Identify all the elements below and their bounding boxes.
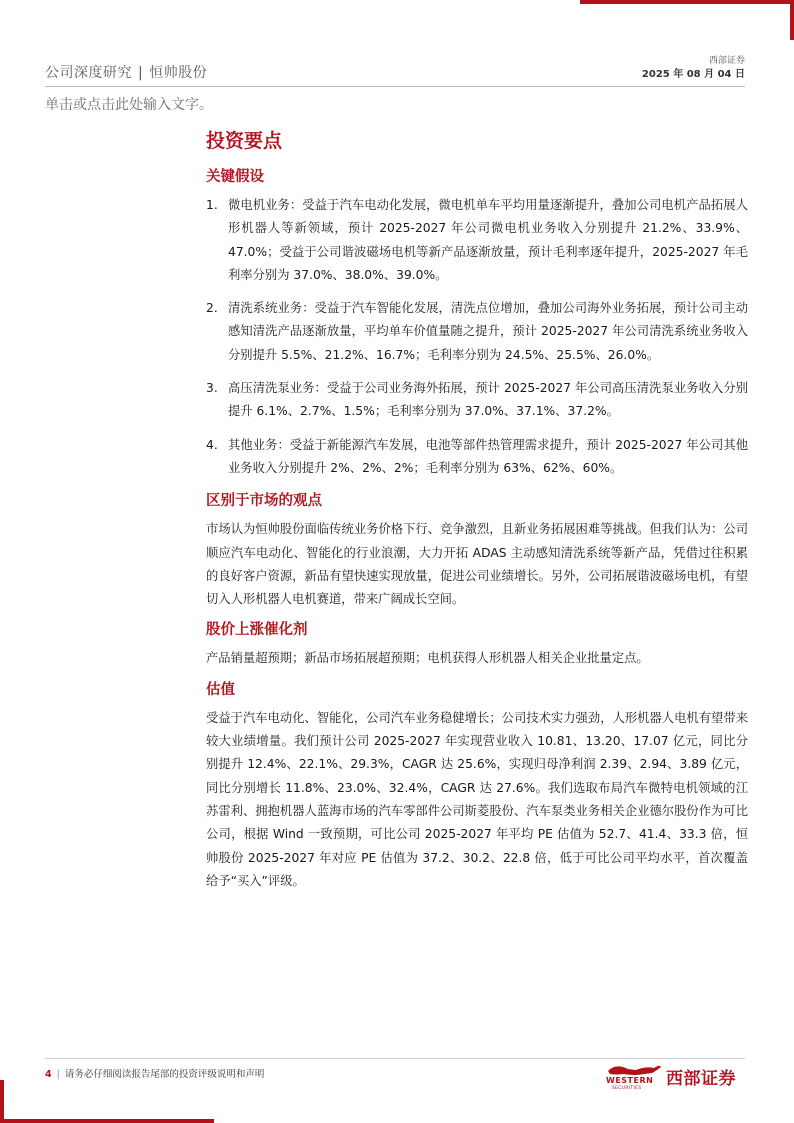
list-item [206, 434, 748, 481]
header-category: 公司深度研究 [45, 65, 132, 81]
header-date: 2025 年 08 月 04 日 [641, 69, 745, 80]
corner-accent-left [0, 1080, 4, 1123]
header-breadcrumb [45, 62, 207, 82]
text-placeholder[interactable]: 单击或点击此处输入文字。 [45, 97, 213, 113]
section-heading-assumptions: 关键假设 [206, 169, 264, 185]
list-item-text: 清洗系统业务：受益于汽车智能化发展，清洗点位增加，叠加公司海外业务拓展，预计公司主动感知清洗产品逐渐放量，平均单车价值量随之提升，预计 2025-2027 年公司清洗系统业务收入分别提升 5.5%、21.2%、16.7%；毛利率分别为 24.5%、25.5%、26.0%。 [228, 301, 748, 362]
corner-accent-top [580, 0, 794, 4]
list-item-number: 4. [206, 437, 218, 452]
catalyst-paragraph: 产品销量超预期；新品市场拓展超预期；电机获得人形机器人相关企业批量定点。 [206, 651, 649, 666]
view-paragraph: 市场认为恒帅股份面临传统业务价格下行、竞争激烈，且新业务拓展困难等挑战。但我们认为：公司顺应汽车电动化、智能化的行业浪潮，大力开拓 ADAS 主动感知清洗系统等新产品，凭借过往积累的良好客户资源，新品有望快速实现放量，促进公司业绩增长。另外，公司拓展谐波磁场电机，有望切入人形机器人电机赛道，带来广阔成长空间。 [206, 522, 748, 607]
footer-divider [45, 1058, 745, 1059]
section-heading-valuation: 估值 [206, 681, 235, 698]
list-item-number: 3. [206, 381, 218, 396]
footer-separator: | [56, 1069, 60, 1080]
list-item-text: 其他业务：受益于新能源汽车发展，电池等部件热管理需求提升，预计 2025-2027 年公司其他业务收入分别提升 2%、2%、2%；毛利率分别为 63%、62%、60%。 [228, 437, 748, 475]
valuation-paragraph: 受益于汽车电动化、智能化，公司汽车业务稳健增长；公司技术实力强劲，人形机器人电机有望带来较大业绩增量。我们预计公司 2025-2027 年实现营业收入 10.81、13.20、17.07 亿元，同比分别提升 12.4%、22.1%、29.3%，CAGR 达 25.6%，实现归母净利润 2.39、2.94、3.89 亿元，同比分别增长 11.8%、23.0%、32.4%，CAGR 达 27.6%。我们选取布局汽车微特电机领域的江苏雷利、拥抱机器人蓝海市场的汽车零部件公司斯菱股份、汽车泵类业务相关企业德尔股份作为可比公司，根据 Wind 一致预期，可比公司 2025-2027 年平均 PE 估值为 52.7、41.4、33.3 倍，恒帅股份 2025-2027 年对应 PE 估值为 37.2、30.2、22.8 倍，低于可比公司平均水平，首次覆盖给予“买入”评级。 [206, 710, 748, 888]
list-item [206, 194, 748, 287]
footer-disclaimer: 请务必仔细阅读报告尾部的投资评级说明和声明 [64, 1069, 265, 1080]
header-info [642, 54, 745, 82]
section-heading-catalyst: 股价上涨催化剂 [206, 622, 308, 639]
list-item-text: 高压清洗泵业务：受益于公司业务海外拓展，预计 2025-2027 年公司高压清洗泵业务收入分别提升 6.1%、2.7%、1.5%；毛利率分别为 37.0%、37.1%、37.2%。 [228, 381, 748, 419]
header-company: 恒帅股份 [149, 65, 208, 81]
main-content [206, 128, 748, 893]
corner-accent-bottom [0, 1119, 214, 1123]
section-heading-view: 区别于市场的观点 [206, 493, 322, 510]
logo-chinese: 西部证券 [666, 1069, 736, 1089]
list-item-number: 2. [206, 301, 218, 316]
header-brand: 西部证券 [708, 56, 745, 66]
header-separator: | [138, 65, 144, 81]
list-item-text: 微电机业务：受益于汽车电动化发展，微电机单车平均用量逐渐提升，叠加公司电机产品拓展人形机器人等新领域，预计 2025-2027 年公司微电机业务收入分别提升 21.2%、33.9%、47.0%；受益于公司谐波磁场电机等新产品逐渐放量，预计毛利率逐年提升，2025-2027 年毛利率分别为 37.0%、38.0%、39.0%。 [228, 198, 748, 282]
list-item [206, 377, 748, 424]
western-securities-logo [604, 1060, 748, 1092]
logo-english-sub: SECURITIES [612, 1086, 642, 1091]
logo-english: WESTERN [606, 1076, 654, 1085]
header-divider [45, 86, 745, 87]
list-item [206, 297, 748, 367]
footer-note [45, 1066, 264, 1080]
corner-accent-right [790, 0, 794, 40]
assumption-list [206, 194, 748, 480]
page-number: 4 [45, 1069, 52, 1080]
page-title: 投资要点 [206, 130, 283, 152]
list-item-number: 1. [206, 198, 218, 212]
